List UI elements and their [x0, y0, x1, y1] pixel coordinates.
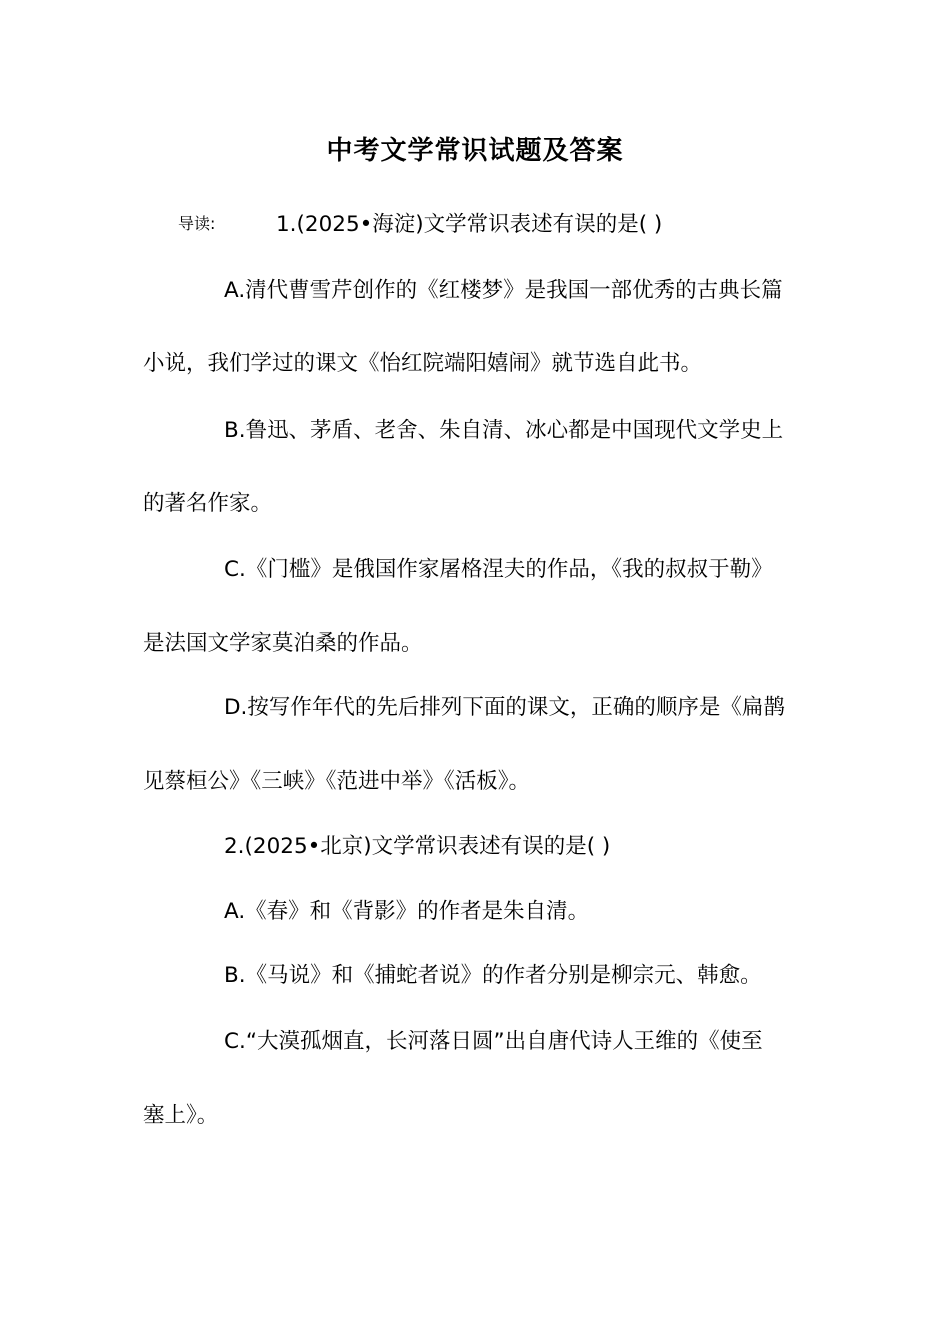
question-1-stem: 1.(2025•海淀)文学常识表述有误的是( ): [276, 212, 663, 237]
q1-option-b-line2: 的著名作家。: [143, 491, 273, 516]
q2-option-c-line2: 塞上》。: [143, 1103, 219, 1128]
q1-option-d-line1: D.按写作年代的先后排列下面的课文，正确的顺序是《扁鹊: [224, 695, 785, 720]
q1-option-c-line2: 是法国文学家莫泊桑的作品。: [143, 631, 423, 656]
q2-option-a: A.《春》和《背影》的作者是朱自清。: [224, 899, 590, 924]
q1-option-c-line1: C.《门槛》是俄国作家屠格涅夫的作品，《我的叔叔于勒》: [224, 557, 773, 582]
q2-option-b: B.《马说》和《捕蛇者说》的作者分别是柳宗元、韩愈。: [224, 963, 762, 988]
question-2-stem: 2.(2025•北京)文学常识表述有误的是( ): [224, 834, 611, 859]
q2-option-c-line1: C.“大漠孤烟直，长河落日圆”出自唐代诗人王维的《使至: [224, 1029, 763, 1054]
q1-option-d-line2: 见蔡桓公》《三峡》《范进中举》《活板》。: [143, 769, 531, 794]
q1-option-b-line1: B.鲁迅、茅盾、老舍、朱自清、冰心都是中国现代文学史上: [224, 418, 784, 443]
guide-label: 导读:: [178, 214, 216, 233]
page-title: 中考文学常识试题及答案: [326, 136, 624, 166]
q1-option-a-line1: A.清代曹雪芹创作的《红楼梦》是我国一部优秀的古典长篇: [224, 278, 783, 303]
q1-option-a-line2: 小说，我们学过的课文《怡红院端阳嬉闹》就节选自此书。: [143, 351, 703, 376]
